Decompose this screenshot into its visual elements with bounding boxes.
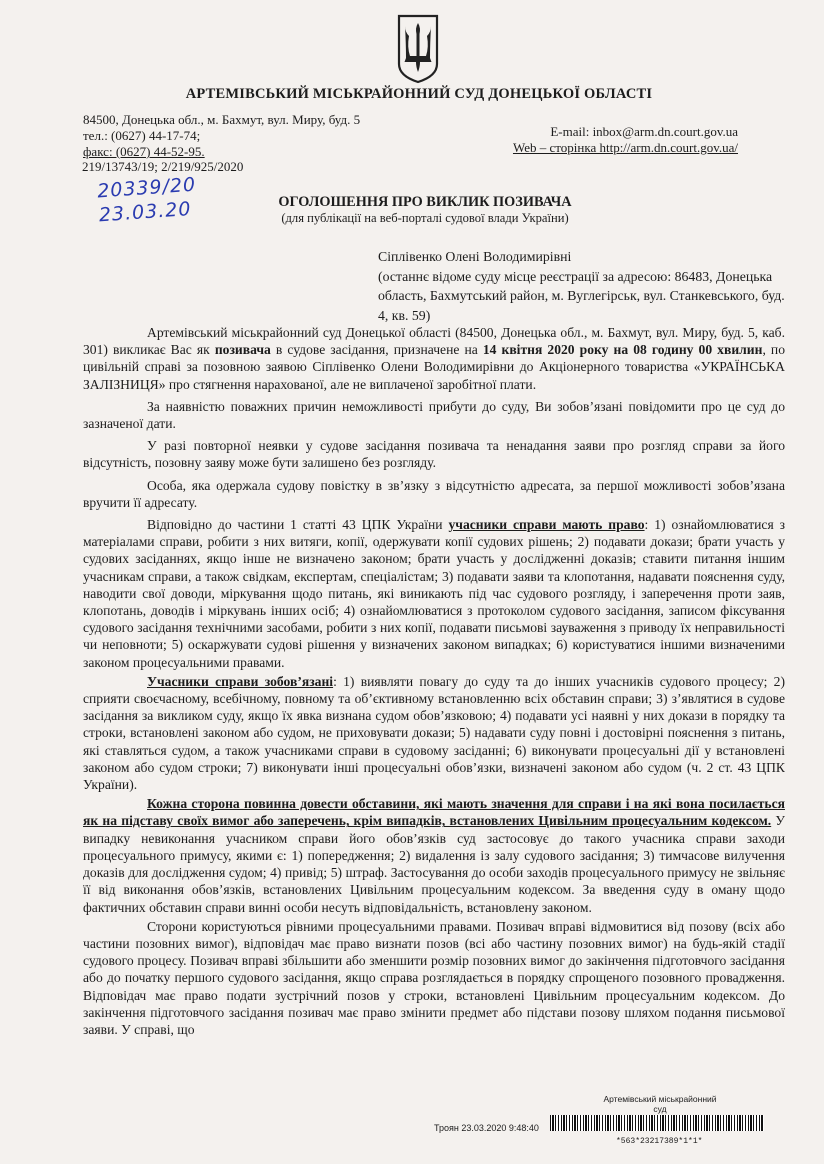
court-email: E-mail: inbox@arm.dn.court.gov.ua	[550, 124, 738, 139]
rights-intro: Відповідно до частини 1 статті 43 ЦПК України	[147, 517, 449, 533]
evidence-text: У випадку невиконання учасником справи його обов’язків суд застосовує до такого учасника справи заходи процесуального примусу, якими є: 1) попередження; 2) видалення із залу судового засідання; 3) тимчасове вилучення доказів для дослідження судом; 4) привід; 5) штраф. Застосування до особи заходів процесуального примусу не звільняє її від виконання обов’язків, встановлених Цивільним процесуальним кодексом. За введення суду в оману щодо фактичних обставин справи винні особи несуть відповідальність, встановлену законом.	[83, 813, 785, 915]
recipient-block	[378, 247, 788, 325]
paragraph-obligations	[83, 673, 785, 793]
obligations-text: : 1) виявляти повагу до суду та до інших учасників судового процесу; 2) сприяти своєчасному, всебічному, повному та об’єктивному встановленню всіх обставин справи; 3) з’являтися в судове засідання за викликом суду, якщо їх явка визнана судом обов’язковою; 4) подавати усі наявні у них докази в порядку та строки, встановлені законом або судом, не приховувати докази; 5) надавати суду повні і достовірні пояснення з питань, які ставляться судом, а також учасниками справи в судовому засіданні; 6) виконувати процесуальні дії у встановлені законом або судом строки; 7) виконувати інші процесуальні обов’язки, визначені законом або судом (ч. 2 ст. 43 ЦПК України).	[83, 673, 785, 793]
barcode-icon	[550, 1115, 764, 1131]
court-contacts	[513, 124, 738, 156]
court-website: Web – сторінка http://arm.dn.court.gov.ua/	[512, 140, 738, 155]
court-address-block	[83, 112, 360, 160]
summons-text: Артемівський міськрайонний суд Донецької області (84500, Донецька обл., м. Бахмут, вул. Миру, буд. 5, каб. 301) викликає Вас як	[83, 325, 785, 358]
paragraph-rights	[83, 516, 785, 671]
footer-court-line1: Артемівський міськрайонний суд	[603, 1094, 717, 1114]
court-name: АРТЕМІВСЬКИЙ МІСЬКРАЙОННИЙ СУД ДОНЕЦЬКОЇ ОБЛАСТІ	[185, 86, 653, 102]
case-number: 219/13743/19; 2/219/925/2020	[82, 159, 244, 174]
rights-heading: учасники справи мають право	[448, 517, 645, 533]
obligations-heading: Учасники справи зобов’язані	[147, 673, 334, 689]
paragraph-equal-rights: Сторони користуються рівними процесуальними правами. Позивач вправі відмовитися від позову (всіх або частини позовних вимог), відповідач має право визнати позов (всі або частину позовних вимог) на будь-якій стадії судового процесу. Позивач вправі збільшити або зменшити розмір позовних вимог до закінчення підготовчого засідання або до початку першого судового засідання, якщо справа розглядається в порядку спрощеного позовного провадження. Відповідач має право подати зустрічний позов у строки, встановлені Цивільним процесуальним кодексом. До закінчення підготовчого засідання позивач має право змінити предмет або підстави позову шляхом подання письмової заяви. У справі, що	[83, 918, 785, 1037]
recipient-name: Сіплівенко Олені Володимирівні	[378, 249, 572, 264]
hearing-datetime: 14 квітня 2020 року на 08 годину 00 хвилин	[482, 342, 763, 358]
document-subtitle: (для публікації на веб-порталі судової влади України)	[281, 211, 569, 225]
document-title: ОГОЛОШЕННЯ ПРО ВИКЛИК ПОЗИВАЧА	[278, 194, 572, 210]
paragraph-absence: У разі повторної неявки у судове засідання позивача та ненадання заяви про розгляд справи за його відсутність, позовну заяву може бути залишено без розгляду.	[83, 438, 785, 471]
paragraph-delivery: Особа, яка одержала судову повістку в зв’язку з відсутністю адресата, за першої можливості зобов’язана вручити її адресату.	[83, 477, 785, 510]
rights-text: : 1) ознайомлюватися з матеріалами справи, робити з них витяги, копії, одержувати копії судових рішень; 2) подавати докази; брати участь у судових засіданнях, якщо інше не визначено законом; брати участь у дослідженні доказів; ставити питання іншим учасникам справи, а також свідкам, експертам, спеціалістам; 3) подавати заяви та клопотання, надавати пояснення суду, наводити свої доводи, міркування щодо питань, які виникають під час судового розгляду, і заперечення проти заяв, клопотань, доводів і міркувань інших осіб; 4) ознайомлюватися з протоколом судового засідання, записом фіксування судового засідання технічними засобами, робити з них копії, подавати письмові зауваження з приводу їх неправильності чи неповноти; 5) оскаржувати судові рішення у визначених законом випадках; 6) користуватися іншими визначеними законом процесуальними правами.	[83, 517, 785, 670]
trident-emblem-icon	[396, 14, 440, 84]
recipient-address: (останнє відоме суду місце реєстрації за адресою: 86483, Донецька область, Бахмутський район, м. Вуглегірськ, вул. Станкевського, буд. 4, кв. 59)	[378, 268, 785, 323]
barcode-number: *563*23217389*1*1*	[616, 1137, 703, 1146]
paragraph-summons	[83, 324, 785, 393]
summons-text-2: в судове засідання, призначене на	[270, 342, 483, 358]
court-phone: тел.: (0627) 44-17-74;	[83, 128, 201, 143]
paragraph-notify: За наявністю поважних причин неможливості прибути до суду, Ви зобов’язані повідомити про це суд до зазначеної дати.	[83, 398, 785, 432]
handwritten-date: 23.03.20	[98, 197, 193, 227]
summons-role: позивача	[214, 342, 271, 358]
document-body	[83, 324, 785, 1040]
handwritten-registration-number: 20339/20	[96, 173, 197, 203]
court-fax: факс: (0627) 44-52-95.	[83, 144, 205, 159]
paragraph-evidence	[83, 795, 785, 915]
evidence-heading: Кожна сторона повинна довести обставини, які мають значення для справи і на які вона посилається як на підставу своїх вимог або заперечень, крім випадків, встановлених Цивільним процесуальним кодексом.	[83, 796, 785, 829]
court-address: 84500, Донецька обл., м. Бахмут, вул. Миру, буд. 5	[83, 112, 361, 127]
summons-text-3: , по цивільній справі за позовною заявою Сіплівенко Олени Володимирівни до Акціонерного товариства «УКРАЇНСЬКА ЗАЛІЗНИЦЯ» про стягнення нарахованої, але не виплаченої заробітної плати.	[83, 342, 785, 392]
registration-stamp: Троян 23.03.2020 9:48:40	[434, 1123, 539, 1133]
